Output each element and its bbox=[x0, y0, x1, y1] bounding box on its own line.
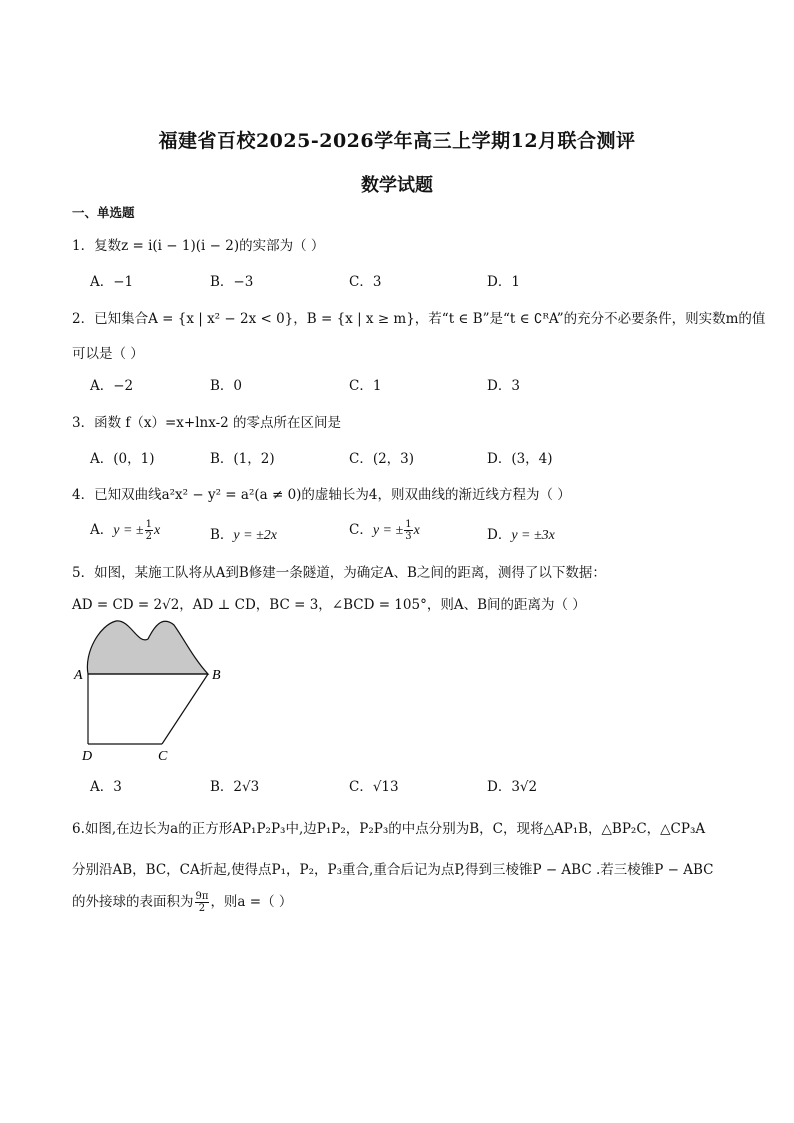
fraction bbox=[195, 891, 210, 914]
fraction-numerator: 1 bbox=[145, 519, 152, 530]
q1-option-a: A．−1 bbox=[90, 274, 134, 290]
fraction bbox=[404, 519, 412, 542]
q2-option-b: B．0 bbox=[210, 378, 243, 394]
tunnel-figure bbox=[72, 617, 232, 765]
q2-option-a: A．−2 bbox=[90, 378, 134, 394]
q4-option-d-letter: D． bbox=[487, 527, 512, 543]
question-5-stem-line1: 5．如图，某施工队将从A到B修建一条隧道，为确定A、B之间的距离，测得了以下数据： bbox=[72, 565, 606, 581]
variable-x: x bbox=[413, 523, 420, 538]
fraction bbox=[145, 519, 153, 542]
fraction-numerator: 9π bbox=[195, 891, 209, 902]
q2-option-c: C．1 bbox=[349, 378, 382, 394]
page-title: 福建省百校2025-2026学年高三上学期12月联合测评 bbox=[158, 130, 636, 152]
fraction-denominator: 2 bbox=[198, 903, 206, 914]
q4-option-c bbox=[349, 518, 420, 542]
question-6-stem-line3 bbox=[72, 890, 292, 914]
q5-option-c: C．√13 bbox=[349, 779, 399, 795]
question-3-stem: 3．函数 f（x）=x+lnx-2 的零点所在区间是 bbox=[72, 415, 342, 431]
q3-option-c: C．(2，3) bbox=[349, 451, 415, 467]
label-a: A bbox=[74, 668, 83, 683]
section-heading: 一、单选题 bbox=[72, 205, 135, 220]
q6-line3-start: 的外接球的表面积为 bbox=[72, 894, 194, 910]
label-c: C bbox=[158, 749, 168, 764]
q4-option-a-letter: A． bbox=[90, 522, 114, 538]
question-5-stem-line2: AD = CD = 2√2，AD ⊥ CD，BC = 3，∠BCD = 105°，则A、B间的距离为（ ） bbox=[72, 597, 586, 613]
q4-option-b bbox=[210, 523, 277, 544]
question-1-stem: 1．复数z = i(i − 1)(i − 2)的实部为（ ） bbox=[72, 238, 325, 254]
q4-option-d bbox=[487, 523, 555, 544]
q3-option-d: D．(3，4) bbox=[487, 451, 553, 467]
question-4-stem: 4．已知双曲线a²x² − y² = a²(a ≠ 0)的虚轴长为4，则双曲线的渐近线方程为（ ） bbox=[72, 487, 571, 503]
fraction-denominator: 2 bbox=[145, 531, 152, 542]
question-2-stem-line1: 2．已知集合A = {x | x² − 2x < 0}，B = {x | x ≥ m}，若“t ∈ B”是“t ∈ ∁ᴿA”的充分不必要条件，则实数m的值 bbox=[72, 311, 766, 327]
mountain-shape bbox=[87, 621, 208, 674]
question-6-stem-line1: 6.如图,在边长为a的正方形AP₁P₂P₃中,边P₁P₂，P₂P₃的中点分别为B，C，现将△AP₁B，△BP₂C，△CP₃A bbox=[72, 821, 706, 837]
label-d: D bbox=[82, 749, 93, 764]
question-6-stem-line2: 分别沿AB，BC，CA折起,使得点P₁，P₂，P₃重合,重合后记为点P,得到三棱锥P − ABC .若三棱锥P − ABC bbox=[72, 862, 714, 878]
q4-option-d-eq: y = ±3x bbox=[511, 528, 555, 543]
page-subtitle: 数学试题 bbox=[361, 175, 433, 196]
q2-option-d: D．3 bbox=[487, 378, 520, 394]
segment-cb bbox=[162, 674, 208, 744]
q4-option-b-letter: B． bbox=[210, 527, 234, 543]
fraction-denominator: 3 bbox=[405, 531, 412, 542]
q4-option-c-eq: y = ± bbox=[372, 523, 404, 538]
q6-line3-end: ，则a =（ ） bbox=[210, 894, 293, 910]
q3-option-a: A．(0，1) bbox=[90, 451, 155, 467]
q4-option-a-eq: y = ± bbox=[113, 523, 144, 538]
q1-option-b: B．−3 bbox=[210, 274, 254, 290]
q4-option-c-letter: C． bbox=[349, 522, 373, 538]
q5-option-a: A．3 bbox=[90, 779, 122, 795]
question-2-stem-line2: 可以是（ ） bbox=[72, 346, 144, 362]
label-b: B bbox=[212, 668, 221, 683]
q5-option-d: D．3√2 bbox=[487, 779, 538, 795]
q4-option-b-eq: y = ±2x bbox=[233, 528, 277, 543]
q5-option-b: B．2√3 bbox=[210, 779, 260, 795]
q3-option-b: B．(1，2) bbox=[210, 451, 275, 467]
q1-option-c: C．3 bbox=[349, 274, 382, 290]
variable-x: x bbox=[153, 523, 161, 538]
q1-option-d: D．1 bbox=[487, 274, 520, 290]
fraction-numerator: 1 bbox=[405, 519, 412, 530]
q4-option-a bbox=[90, 518, 160, 542]
